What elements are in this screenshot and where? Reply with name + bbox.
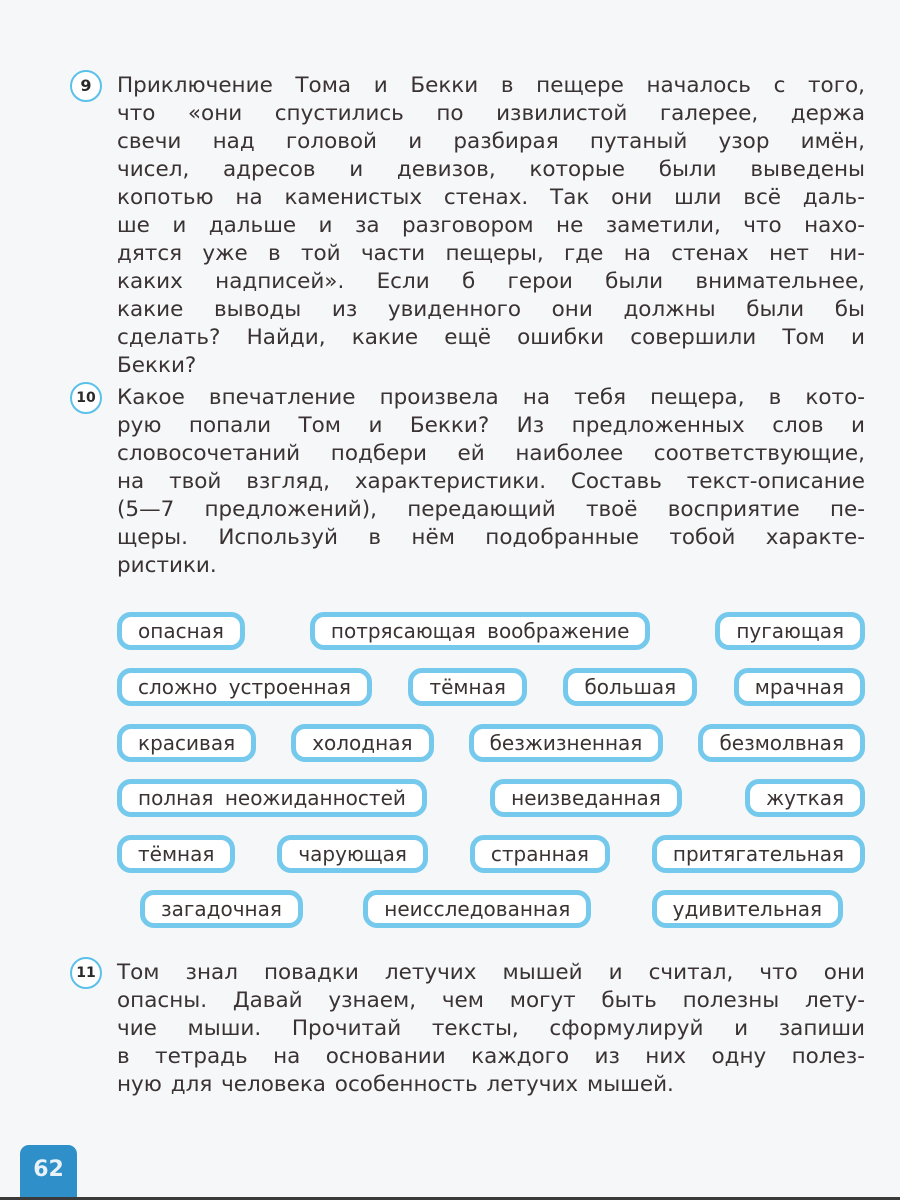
text-line: в тетрадь на основании каждого из них одну полез- xyxy=(117,1044,865,1069)
word-row xyxy=(117,668,865,706)
word-chip: тёмная xyxy=(408,668,526,706)
word-chip: неисследованная xyxy=(363,890,591,928)
word-chip: сложно устроенная xyxy=(117,668,372,706)
word-chip: опасная xyxy=(117,612,245,650)
text-line: рую попали Том и Бекки? Из предложенных слов и xyxy=(117,413,865,438)
text-line: Приключение Тома и Бекки в пещере началось с того, xyxy=(117,73,865,98)
word-row xyxy=(117,835,865,873)
text-line: чие мыши. Прочитай тексты, сформулируй и запиши xyxy=(117,1016,865,1041)
word-chip: красивая xyxy=(117,724,256,762)
word-chip: удивительная xyxy=(652,890,843,928)
word-chip: загадочная xyxy=(140,890,303,928)
text-line: опасны. Давай узнаем, чем могут быть полезны лету- xyxy=(117,988,865,1013)
text-line: какие выводы из увиденного они должны были бы xyxy=(117,297,865,322)
word-chip: потрясающая воображение xyxy=(310,612,651,650)
text-line: Том знал повадки летучих мышей и считал, что они xyxy=(117,960,865,985)
word-chip: неизведанная xyxy=(490,779,682,817)
text-line: ристики. xyxy=(117,553,217,578)
word-chip: мрачная xyxy=(734,668,865,706)
word-chip: холодная xyxy=(291,724,433,762)
text-line: дятся уже в той части пещеры, где на стенах нет ни- xyxy=(117,241,865,266)
text-line: словосочетаний подбери ей наиболее соответствующие, xyxy=(117,441,865,466)
text-line: сделать? Найди, какие ещё ошибки совершили Том и xyxy=(117,325,865,350)
word-chip: чарующая xyxy=(277,835,428,873)
text-line: копотью на каменистых стенах. Так они шли всё даль- xyxy=(117,185,865,210)
text-line: Какое впечатление произвела на тебя пещера, в кото- xyxy=(117,385,865,410)
word-chip: притягательная xyxy=(652,835,865,873)
task-9-text xyxy=(117,72,865,380)
word-chip: странная xyxy=(470,835,610,873)
task-number-badge: 9 xyxy=(70,70,102,102)
task-number-badge: 10 xyxy=(70,382,102,414)
task-number-badge: 11 xyxy=(70,957,102,989)
text-line: что «они спустились по извилистой галерее, держа xyxy=(117,101,865,126)
text-line: Бекки? xyxy=(117,353,197,378)
word-chip: безмолвная xyxy=(698,724,865,762)
text-line: ную для человека особенность летучих мышей. xyxy=(117,1072,674,1097)
word-chip: полная неожиданностей xyxy=(117,779,427,817)
text-line: (5—7 предложений), передающий твоё восприятие пе- xyxy=(117,497,865,522)
word-row xyxy=(117,724,865,762)
word-chip: тёмная xyxy=(117,835,235,873)
task-10-text xyxy=(117,384,865,580)
page-number: 62 xyxy=(20,1145,77,1200)
text-line: свечи над головой и разбирая путаный узор имён, xyxy=(117,129,865,154)
text-line: на твой взгляд, характеристики. Составь текст-описание xyxy=(117,469,865,494)
text-line: каких надписей». Если б герои были внимательнее, xyxy=(117,269,865,294)
text-line: ше и дальше и за разговором не заметили, что нахо- xyxy=(117,213,865,238)
task-11-text xyxy=(117,959,865,1099)
text-line: чисел, адресов и девизов, которые были выведены xyxy=(117,157,865,182)
word-chip: большая xyxy=(563,668,697,706)
word-chip: безжизненная xyxy=(469,724,664,762)
word-row xyxy=(117,612,865,650)
word-chip: пугающая xyxy=(715,612,865,650)
word-row xyxy=(117,779,865,817)
word-row xyxy=(140,890,843,928)
word-chip: жуткая xyxy=(745,779,865,817)
text-line: щеры. Используй в нём подобранные тобой характе- xyxy=(117,525,865,550)
